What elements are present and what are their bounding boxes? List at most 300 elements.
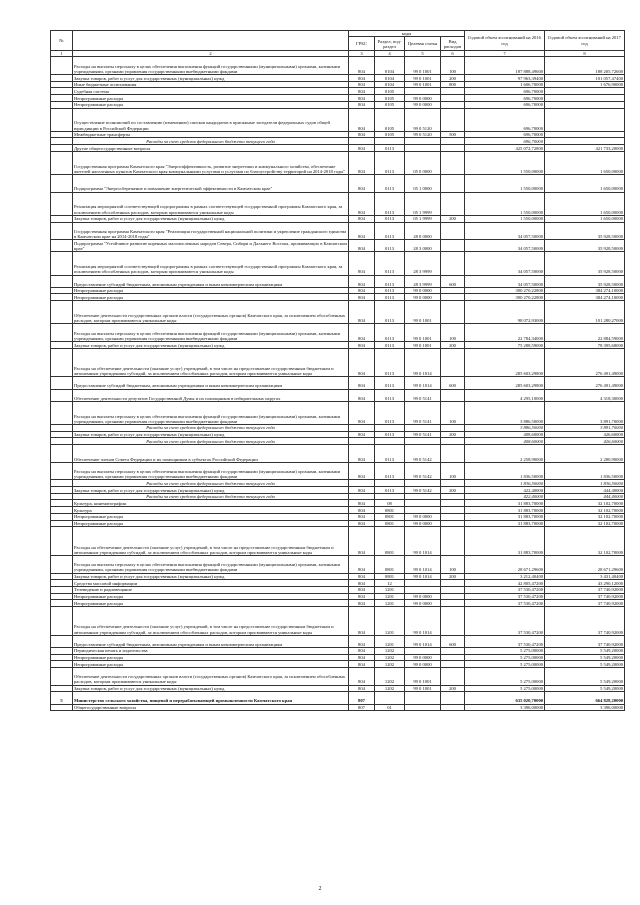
grbs-code: 804 — [349, 462, 375, 480]
razdel-code — [375, 480, 405, 487]
row-name: Непрограммные расходы — [73, 294, 349, 301]
row-name: Закупка товаров, работ и услуг для государственных (муниципальных) нужд — [73, 573, 349, 580]
grbs-code: 804 — [349, 586, 375, 593]
expense-type-code — [441, 593, 465, 600]
razdel-code — [375, 424, 405, 431]
amount-2016: 5 275,00000 — [465, 685, 545, 692]
amount-2017: 5 549,20000 — [545, 647, 625, 654]
target-article-code — [405, 138, 441, 145]
grbs-code: 804 — [349, 95, 375, 102]
target-article-code — [405, 424, 441, 431]
expense-type-code: 500 — [441, 131, 465, 138]
target-article-code: 99 0 0000 — [405, 101, 441, 108]
amount-2017: 2 280,90000 — [545, 445, 625, 463]
razdel-code: 0113 — [375, 377, 405, 389]
grbs-code: 804 — [349, 145, 375, 152]
amount-2016: 696,70000 — [465, 88, 545, 95]
expense-type-code — [441, 580, 465, 587]
razdel-code: 0113 — [375, 342, 405, 349]
amount-2016: 37 530,47200 — [465, 586, 545, 593]
target-article-code: 99 0 0000 — [405, 95, 441, 102]
razdel-code: 0113 — [375, 462, 405, 480]
target-article-code: 99 0 5120 — [405, 108, 441, 131]
grbs-code: 804 — [349, 685, 375, 692]
table-row — [51, 81, 625, 88]
table-row — [51, 424, 625, 431]
grbs-code: 804 — [349, 667, 375, 685]
expense-type-code: 200 — [441, 215, 465, 222]
column-number: 2 — [73, 51, 349, 57]
table-row — [51, 101, 625, 108]
razdel-code: 1201 — [375, 586, 405, 593]
amount-2016: 34 057,50000 — [465, 240, 545, 252]
table-row — [51, 704, 625, 711]
amount-2017: 1 650,00000 — [545, 215, 625, 222]
row-name: Иные бюджетные ассигнования — [73, 81, 349, 88]
expense-type-code: 200 — [441, 573, 465, 580]
razdel-code: 08 — [375, 500, 405, 507]
row-name: Реализация мероприятий соответствующей подпрограммы в рамках соответствующей государственной программы Камчатского края, за исключением обособленных расходов, которым присваиваются уникальные коды — [73, 252, 349, 275]
expense-type-code — [441, 586, 465, 593]
amount-2017: 5 549,20000 — [545, 654, 625, 661]
grbs-code: 804 — [349, 101, 375, 108]
table-row — [51, 377, 625, 389]
razdel-code: 0113 — [375, 145, 405, 152]
target-article-code: 05 1 9999 — [405, 215, 441, 222]
row-name: Непрограммные расходы — [73, 520, 349, 527]
expense-type-code — [441, 654, 465, 661]
target-article-code: 99 0 1014 — [405, 635, 441, 647]
budget-table-page — [50, 30, 624, 711]
amount-2017: 43 290,12000 — [545, 580, 625, 587]
grbs-code: 804 — [349, 401, 375, 424]
table-row — [51, 685, 625, 692]
amount-2016: 696,70000 — [465, 138, 545, 145]
table-row — [51, 431, 625, 438]
target-article-code: 99 0 1014 — [405, 555, 441, 573]
expense-type-code — [441, 507, 465, 514]
razdel-code: 1201 — [375, 635, 405, 647]
razdel-code: 0113 — [375, 445, 405, 463]
column-number: 8 — [545, 51, 625, 57]
expense-type-code: 600 — [441, 275, 465, 287]
row-name: Расходы за счет средств федерального бюджета текущего года — [73, 493, 349, 500]
expense-type-code — [441, 661, 465, 668]
expense-type-code — [441, 151, 465, 174]
expense-type-code: 200 — [441, 342, 465, 349]
expense-type-code: 200 — [441, 75, 465, 82]
razdel-code: 0113 — [375, 192, 405, 215]
amount-2016: 1 606,70000 — [465, 81, 545, 88]
amount-2017: 35 928,50000 — [545, 275, 625, 287]
amount-2017: 32 102,70000 — [545, 520, 625, 527]
target-article-code: 99 0 1014 — [405, 573, 441, 580]
razdel-code: 0113 — [375, 294, 405, 301]
table-row — [51, 593, 625, 600]
amount-2017: 78 395,68000 — [545, 342, 625, 349]
row-name: Расходы на обеспечение деятельности (оказание услуг) учреждений, в том числе на предоставление государственным бюджетным и автономным учреждениям субсидий, за исключением обособленных расходов, которым присваиваются уникальные коды — [73, 348, 349, 377]
row-name: Закупка товаров, работ и услуг для государственных (муниципальных) нужд — [73, 342, 349, 349]
target-article-code: 99 0 1014 — [405, 348, 441, 377]
table-row — [51, 138, 625, 145]
expense-type-code — [441, 527, 465, 556]
amount-2016: 408,60000 — [465, 438, 545, 445]
razdel-code: 0104 — [375, 81, 405, 88]
row-number — [51, 438, 73, 445]
amount-2016: 285 603,29800 — [465, 377, 545, 389]
amount-2017: 444,40000 — [545, 487, 625, 494]
row-name: Культура — [73, 507, 349, 514]
page-number: 2 — [318, 886, 322, 892]
row-name: Средства массовой информации — [73, 580, 349, 587]
amount-2016: 1 836,50000 — [465, 462, 545, 480]
row-number — [51, 635, 73, 647]
grbs-code: 804 — [349, 389, 375, 401]
row-name: Непрограммные расходы — [73, 513, 349, 520]
table-row — [51, 108, 625, 131]
razdel-code: 0105 — [375, 88, 405, 95]
amount-2017: 101 280,27000 — [545, 301, 625, 324]
grbs-code: 804 — [349, 192, 375, 215]
amount-2017: 101 057,47400 — [545, 75, 625, 82]
expense-type-code — [441, 252, 465, 275]
row-name: Государственная программа Камчатского края "Реализация государственной национальной политики и укрепление гражданского единства в Камчатском крае на 2014-2018 годы" — [73, 222, 349, 240]
amount-2017: 1 650,00000 — [545, 174, 625, 192]
table-row — [51, 95, 625, 102]
grbs-code: 804 — [349, 445, 375, 463]
razdel-code: 0113 — [375, 215, 405, 222]
row-number — [51, 480, 73, 487]
razdel-code: 0113 — [375, 287, 405, 294]
table-row — [51, 342, 625, 349]
target-article-code — [405, 507, 441, 514]
row-name: Межбюджетные трансферты — [73, 131, 349, 138]
target-article-code: 99 0 1001 — [405, 685, 441, 692]
expense-type-code — [441, 240, 465, 252]
amount-2016: 22 784,34000 — [465, 324, 545, 342]
target-article-code: 05 1 0000 — [405, 174, 441, 192]
expense-type-code — [441, 222, 465, 240]
row-name: Предоставление субсидий бюджетным, автономным учреждениям и иным некоммерческим организациям — [73, 377, 349, 389]
razdel-code: 0105 — [375, 131, 405, 138]
row-number — [51, 462, 73, 480]
amount-2017: 1 836,50000 — [545, 480, 625, 487]
amount-2017: 1 650,00000 — [545, 192, 625, 215]
razdel-code — [375, 692, 405, 704]
expense-type-code — [441, 520, 465, 527]
amount-2017 — [545, 131, 625, 138]
amount-2016: 34 057,50000 — [465, 275, 545, 287]
row-number — [51, 75, 73, 82]
row-number — [51, 389, 73, 401]
target-article-code: 28 3 9999 — [405, 275, 441, 287]
row-number — [51, 445, 73, 463]
amount-2016: 2 258,90000 — [465, 445, 545, 463]
amount-2016: 34 057,50000 — [465, 222, 545, 240]
expense-type-code — [441, 438, 465, 445]
amount-2016: 42 805,47200 — [465, 580, 545, 587]
row-name: Расходы на выплаты персоналу в целях обеспечения выполнения функций государственными (муниципальными) органами, казенными учреждениями, органами управления государственными внебюджетными фондами — [73, 555, 349, 573]
header-razdel: Раздел, под-раздел — [375, 37, 405, 51]
table-row — [51, 500, 625, 507]
row-name: Судебная система — [73, 88, 349, 95]
row-number — [51, 424, 73, 431]
amount-2016: 97 963,39400 — [465, 75, 545, 82]
target-article-code — [405, 704, 441, 711]
amount-2016: 390 270,22800 — [465, 294, 545, 301]
amount-2016: 285 603,29800 — [465, 348, 545, 377]
amount-2017: 276 491,49000 — [545, 377, 625, 389]
amount-2016: 5 275,00000 — [465, 661, 545, 668]
grbs-code: 804 — [349, 222, 375, 240]
expense-type-code — [441, 424, 465, 431]
table-row — [51, 507, 625, 514]
grbs-code: 804 — [349, 573, 375, 580]
razdel-code: 0801 — [375, 555, 405, 573]
razdel-code: 0113 — [375, 151, 405, 174]
row-number — [51, 654, 73, 661]
grbs-code — [349, 424, 375, 431]
row-number — [51, 81, 73, 88]
grbs-code: 804 — [349, 580, 375, 587]
amount-2016: 37 530,47200 — [465, 635, 545, 647]
amount-2016: 422,40000 — [465, 493, 545, 500]
razdel-code — [375, 493, 405, 500]
expense-type-code — [441, 667, 465, 685]
razdel-code: 0113 — [375, 174, 405, 192]
row-name: Обеспечение деятельности государственных органов власти (государственных органов) Камчатского края, за исключением обособленных расходов, которым присваиваются уникальные коды — [73, 667, 349, 685]
row-name: Предоставление субсидий бюджетным, автономным учреждениям и иным некоммерческим организациям — [73, 635, 349, 647]
target-article-code: 99 0 0000 — [405, 600, 441, 607]
table-row — [51, 240, 625, 252]
razdel-code: 0113 — [375, 324, 405, 342]
razdel-code: 0801 — [375, 520, 405, 527]
amount-2017: 3 891,70000 — [545, 424, 625, 431]
row-name: Обеспечение деятельности депутатов Государственной Думы и их помощников в избирательных округах — [73, 389, 349, 401]
amount-2016: 696,70000 — [465, 131, 545, 138]
amount-2016: 28 671,29600 — [465, 555, 545, 573]
razdel-code: 0105 — [375, 108, 405, 131]
amount-2017: 35 928,50000 — [545, 240, 625, 252]
amount-2016: 31 883,70000 — [465, 527, 545, 556]
amount-2017: 426,60000 — [545, 438, 625, 445]
row-number — [51, 661, 73, 668]
table-row — [51, 88, 625, 95]
header-num: № — [51, 31, 73, 51]
amount-2016: 98 072,93000 — [465, 301, 545, 324]
amount-2017: 426,60000 — [545, 431, 625, 438]
expense-type-code: 200 — [441, 487, 465, 494]
razdel-code: 0801 — [375, 513, 405, 520]
razdel-code: 1202 — [375, 647, 405, 654]
amount-2016: 5 275,00000 — [465, 667, 545, 685]
grbs-code: 804 — [349, 500, 375, 507]
expense-type-code: 600 — [441, 377, 465, 389]
expense-type-code — [441, 101, 465, 108]
razdel-code: 0104 — [375, 75, 405, 82]
amount-2017: 188 205,72600 — [545, 57, 625, 75]
table-row — [51, 287, 625, 294]
target-article-code: 99 0 5142 — [405, 445, 441, 463]
row-number — [51, 573, 73, 580]
expense-type-code: 800 — [441, 81, 465, 88]
row-name: Общегосударственные вопросы — [73, 704, 349, 711]
row-number — [51, 685, 73, 692]
expense-type-code — [441, 88, 465, 95]
row-name: Расходы за счет средств федерального бюджета текущего года — [73, 424, 349, 431]
amount-2016: 31 883,70000 — [465, 500, 545, 507]
table-row — [51, 480, 625, 487]
grbs-code: 804 — [349, 287, 375, 294]
amount-2017: 32 102,70000 — [545, 507, 625, 514]
amount-2016: 3 886,50000 — [465, 401, 545, 424]
column-number: 1 — [51, 51, 73, 57]
row-number — [51, 507, 73, 514]
table-row — [51, 647, 625, 654]
target-article-code: 99 0 1001 — [405, 324, 441, 342]
header-2017: Годовой объем ассигнований на 2017 год — [545, 31, 625, 51]
target-article-code — [405, 500, 441, 507]
amount-2017: 28 671,29600 — [545, 555, 625, 573]
razdel-code: 1201 — [375, 607, 405, 636]
target-article-code: 28 3 9999 — [405, 252, 441, 275]
table-row — [51, 527, 625, 556]
razdel-code: 1201 — [375, 593, 405, 600]
amount-2016: 1 836,50000 — [465, 480, 545, 487]
grbs-code — [349, 493, 375, 500]
target-article-code: 99 0 1014 — [405, 607, 441, 636]
target-article-code: 99 0 0000 — [405, 661, 441, 668]
row-number — [51, 348, 73, 377]
grbs-code: 804 — [349, 513, 375, 520]
target-article-code: 99 0 5141 — [405, 431, 441, 438]
expense-type-code — [441, 493, 465, 500]
amount-2016: 3 396,00000 — [465, 704, 545, 711]
target-article-code: 05 0 0000 — [405, 151, 441, 174]
row-number — [51, 275, 73, 287]
amount-2016: 3 886,50000 — [465, 424, 545, 431]
expense-type-code: 100 — [441, 57, 465, 75]
target-article-code: 28 0 0000 — [405, 222, 441, 240]
razdel-code: 1202 — [375, 661, 405, 668]
target-article-code: 99 0 1014 — [405, 377, 441, 389]
amount-2017: 3 431,40400 — [545, 573, 625, 580]
amount-2016: 37 530,47200 — [465, 593, 545, 600]
razdel-code: 12 — [375, 580, 405, 587]
amount-2016: 1 550,00000 — [465, 151, 545, 174]
amount-2017: 37 740,92000 — [545, 586, 625, 593]
razdel-code: 0801 — [375, 527, 405, 556]
row-name: Непрограммные расходы — [73, 101, 349, 108]
target-article-code: 99 0 0000 — [405, 593, 441, 600]
row-number — [51, 240, 73, 252]
grbs-code — [349, 438, 375, 445]
row-number — [51, 215, 73, 222]
target-article-code — [405, 647, 441, 654]
amount-2017: 37 740,92000 — [545, 600, 625, 607]
row-name: Закупка товаров, работ и услуг для государственных (муниципальных) нужд — [73, 431, 349, 438]
row-number — [51, 252, 73, 275]
table-row — [51, 586, 625, 593]
amount-2017 — [545, 88, 625, 95]
grbs-code — [349, 138, 375, 145]
grbs-code: 804 — [349, 108, 375, 131]
razdel-code: 0113 — [375, 401, 405, 424]
grbs-code: 807 — [349, 704, 375, 711]
row-name: Государственная программа Камчатского края "Энергоэффективность, развитие энергетики и коммунального хозяйства, обеспечение жителей населенных пунктов Камчатского края коммунальными услугами и услугами по благоустройству территорий на 2014-2018 годы" — [73, 151, 349, 174]
amount-2016: 390 270,22800 — [465, 287, 545, 294]
table-row — [51, 275, 625, 287]
grbs-code: 804 — [349, 81, 375, 88]
expense-type-code — [441, 445, 465, 463]
amount-2016: 31 883,70000 — [465, 507, 545, 514]
grbs-code: 804 — [349, 607, 375, 636]
table-row — [51, 131, 625, 138]
grbs-code: 804 — [349, 294, 375, 301]
row-number — [51, 600, 73, 607]
row-name: Расходы на выплаты персоналу в целях обеспечения выполнения функций государственными (муниципальными) органами, казенными учреждениями, органами управления государственными внебюджетными фондами — [73, 324, 349, 342]
row-number — [51, 287, 73, 294]
amount-2017: 3 891,70000 — [545, 401, 625, 424]
amount-2017: 1 676,90000 — [545, 81, 625, 88]
amount-2017: 5 549,20000 — [545, 685, 625, 692]
row-number — [51, 88, 73, 95]
grbs-code: 804 — [349, 324, 375, 342]
row-number — [51, 607, 73, 636]
grbs-code: 804 — [349, 654, 375, 661]
razdel-code: 0105 — [375, 95, 405, 102]
expense-type-code — [441, 513, 465, 520]
expense-type-code — [441, 348, 465, 377]
grbs-code — [349, 480, 375, 487]
expense-type-code — [441, 294, 465, 301]
row-number — [51, 593, 73, 600]
row-name: Расходы на обеспечение деятельности (оказание услуг) учреждений, в том числе на предоставление государственным бюджетным и автономным учреждениям субсидий, за исключением обособленных расходов, которым присваиваются уникальные коды — [73, 607, 349, 636]
row-number — [51, 586, 73, 593]
grbs-code: 804 — [349, 174, 375, 192]
razdel-code: 0113 — [375, 431, 405, 438]
row-number — [51, 493, 73, 500]
row-number — [51, 222, 73, 240]
grbs-code: 804 — [349, 377, 375, 389]
grbs-code: 804 — [349, 555, 375, 573]
column-number: 3 — [349, 51, 375, 57]
amount-2016: 4 295,10000 — [465, 389, 545, 401]
expense-type-code: 200 — [441, 431, 465, 438]
table-row — [51, 222, 625, 240]
amount-2017: 664 828,20000 — [545, 692, 625, 704]
row-number — [51, 500, 73, 507]
amount-2017: 5 549,20000 — [545, 667, 625, 685]
amount-2017 — [545, 95, 625, 102]
amount-2017: 35 928,50000 — [545, 222, 625, 240]
table-row — [51, 301, 625, 324]
amount-2017: 5 549,20000 — [545, 661, 625, 668]
amount-2017: 421 733,20000 — [545, 145, 625, 152]
amount-2016: 696,70000 — [465, 95, 545, 102]
expense-type-code: 600 — [441, 635, 465, 647]
grbs-code: 804 — [349, 507, 375, 514]
table-row — [51, 607, 625, 636]
razdel-code: 0801 — [375, 507, 405, 514]
expense-type-code — [441, 95, 465, 102]
row-name: Предоставление субсидий бюджетным, автономным учреждениям и иным некоммерческим организациям — [73, 275, 349, 287]
row-name: Закупка товаров, работ и услуг для государственных (муниципальных) нужд — [73, 685, 349, 692]
row-name: Расходы за счет средств федерального бюджета текущего года — [73, 438, 349, 445]
razdel-code: 1202 — [375, 654, 405, 661]
table-row — [51, 438, 625, 445]
expense-type-code — [441, 301, 465, 324]
